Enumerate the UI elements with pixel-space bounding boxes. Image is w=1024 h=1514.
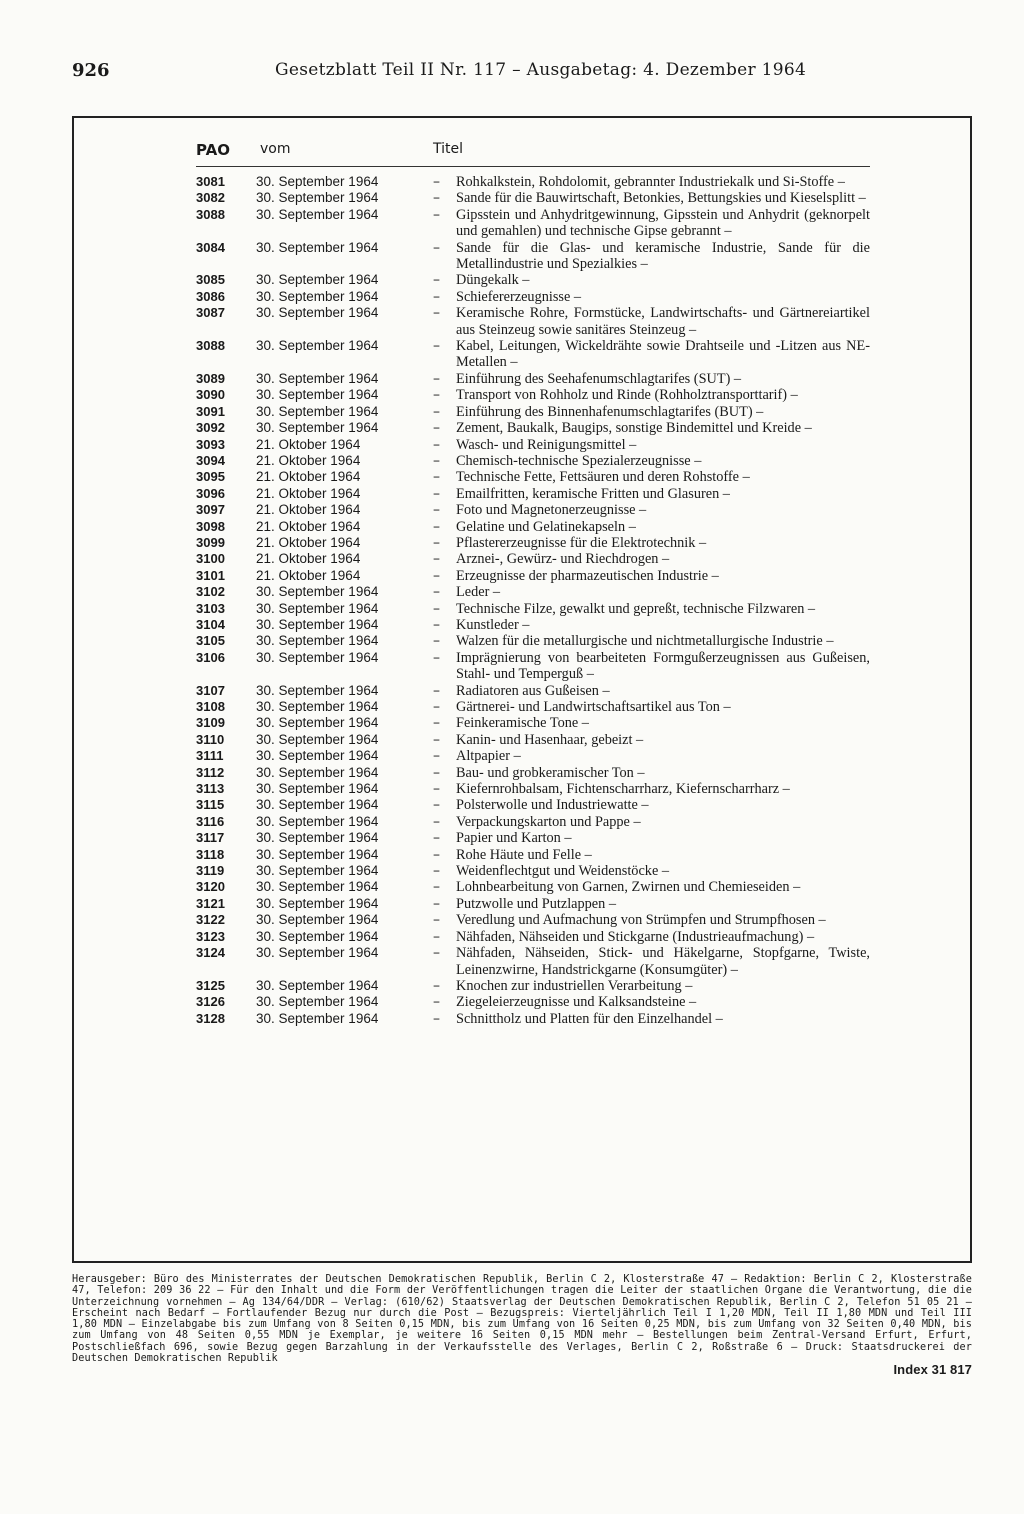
row-dash: – xyxy=(433,370,440,387)
row-dash: – xyxy=(433,403,440,420)
row-title: Schiefererzeugnisse – xyxy=(456,288,582,305)
row-title: Radiatoren aus Gußeisen – xyxy=(456,682,610,699)
row-dash: – xyxy=(433,502,440,519)
row-date: 30. September 1964 xyxy=(256,994,379,1010)
row-title: Einführung des Binnenhafenumschlagtarifes (BUT) – xyxy=(456,403,764,420)
table-row xyxy=(0,519,1024,535)
row-title: Putzwolle und Putzlappen – xyxy=(456,895,617,912)
row-title: Technische Filze, gewalkt und gepreßt, technische Filzwaren – xyxy=(456,600,816,617)
row-dash: – xyxy=(433,534,440,551)
page-number: 926 xyxy=(72,60,110,81)
row-dash: – xyxy=(433,863,440,880)
header-rule xyxy=(196,166,870,167)
row-paq-number: 3086 xyxy=(196,288,225,304)
table-row xyxy=(0,387,1024,403)
row-date: 30. September 1964 xyxy=(256,977,379,993)
table-row xyxy=(0,847,1024,863)
row-dash: – xyxy=(433,1010,440,1027)
table-row xyxy=(0,945,1024,978)
table-row xyxy=(0,207,1024,240)
table-row xyxy=(0,1011,1024,1027)
row-dash: – xyxy=(433,912,440,929)
table-row xyxy=(0,912,1024,928)
row-date: 30. September 1964 xyxy=(256,633,379,649)
row-date: 21. Oktober 1964 xyxy=(256,485,361,501)
row-date: 30. September 1964 xyxy=(256,781,379,797)
imprint-footer xyxy=(72,1274,972,1376)
row-date: 21. Oktober 1964 xyxy=(256,534,361,550)
row-paq-number: 3107 xyxy=(196,682,225,698)
row-title: Walzen für die metallurgische und nichtmetallurgische Industrie – xyxy=(456,633,834,650)
row-title: Keramische Rohre, Formstücke, Landwirtschafts- und Gärtnereiartikel aus Steinzeug sowie sanitäres Steinzeug – xyxy=(456,305,870,338)
table-row xyxy=(0,502,1024,518)
row-paq-number: 3118 xyxy=(196,846,225,862)
row-title: Chemisch-technische Spezialerzeugnisse – xyxy=(456,452,702,469)
row-paq-number: 3084 xyxy=(196,239,225,255)
row-title: Sande für die Glas- und keramische Industrie, Sande für die Metallindustrie und Spezialkies – xyxy=(456,239,870,273)
row-date: 30. September 1964 xyxy=(256,403,379,419)
row-date: 21. Oktober 1964 xyxy=(256,502,361,518)
table-row xyxy=(0,338,1024,371)
row-date: 30. September 1964 xyxy=(256,190,379,206)
row-paq-number: 3111 xyxy=(196,748,224,764)
row-title: Nähfaden, Nähseiden, Stick- und Häkelgarne, Stopfgarne, Twiste, Leinenzwirne, Handstrickgarne (Konsumgüter) – xyxy=(456,945,870,978)
row-dash: – xyxy=(433,748,440,765)
row-date: 30. September 1964 xyxy=(256,797,379,813)
row-date: 30. September 1964 xyxy=(256,420,379,436)
row-paq-number: 3082 xyxy=(196,190,225,206)
table-body xyxy=(0,174,1024,1027)
row-paq-number: 3085 xyxy=(196,272,225,288)
table-row xyxy=(0,535,1024,551)
row-dash: – xyxy=(433,190,440,207)
row-title: Imprägnierung von bearbeiteten Formgußerzeugnissen aus Gußeisen, Stahl- und Temperguß – xyxy=(456,649,870,683)
row-date: 30. September 1964 xyxy=(256,879,379,895)
table-row xyxy=(0,978,1024,994)
row-paq-number: 3120 xyxy=(196,879,225,895)
row-title: Transport von Rohholz und Rinde (Rohholztransporttarif) – xyxy=(456,387,798,404)
row-date: 30. September 1964 xyxy=(256,895,379,911)
row-dash: – xyxy=(433,174,440,190)
row-date: 30. September 1964 xyxy=(256,731,379,747)
row-title: Erzeugnisse der pharmazeutischen Industrie – xyxy=(456,567,719,584)
table-row xyxy=(0,404,1024,420)
row-paq-number: 3105 xyxy=(196,633,225,649)
table-row xyxy=(0,879,1024,895)
row-date: 30. September 1964 xyxy=(256,206,379,222)
row-title: Kabel, Leitungen, Wickeldrähte sowie Drahtseile und -Litzen aus NE-Metallen – xyxy=(456,338,870,371)
row-dash: – xyxy=(433,682,440,699)
row-date: 30. September 1964 xyxy=(256,928,379,944)
table-row xyxy=(0,486,1024,502)
row-date: 21. Oktober 1964 xyxy=(256,452,361,468)
row-paq-number: 3125 xyxy=(196,977,225,993)
row-date: 30. September 1964 xyxy=(256,288,379,304)
running-header: Gesetzblatt Teil II Nr. 117 – Ausgabetag: 4. Dezember 1964 xyxy=(275,60,807,80)
row-dash: – xyxy=(433,206,440,223)
row-date: 21. Oktober 1964 xyxy=(256,518,361,534)
row-paq-number: 3101 xyxy=(196,567,225,583)
row-paq-number: 3112 xyxy=(196,764,225,780)
row-dash: – xyxy=(433,551,440,568)
table-row xyxy=(0,732,1024,748)
row-paq-number: 3126 xyxy=(196,994,225,1010)
row-dash: – xyxy=(433,469,440,486)
row-title: Knochen zur industriellen Verarbeitung – xyxy=(456,977,693,994)
row-paq-number: 3121 xyxy=(196,895,225,911)
row-date: 30. September 1964 xyxy=(256,813,379,829)
table-row xyxy=(0,863,1024,879)
row-date: 30. September 1964 xyxy=(256,338,379,354)
row-date: 30. September 1964 xyxy=(256,764,379,780)
table-row xyxy=(0,568,1024,584)
row-title: Foto und Magnetonerzeugnisse – xyxy=(456,502,647,519)
row-paq-number: 3089 xyxy=(196,370,225,386)
row-title: Bau- und grobkeramischer Ton – xyxy=(456,764,645,781)
row-title: Kunstleder – xyxy=(456,616,530,633)
row-paq-number: 3116 xyxy=(196,813,225,829)
row-title: Sande für die Bauwirtschaft, Betonkies, Bettungskies und Kieselsplitt – xyxy=(456,190,866,207)
row-title: Rohkalkstein, Rohdolomit, gebrannter Industriekalk und Si-Stoffe – xyxy=(456,174,845,190)
row-paq-number: 3113 xyxy=(196,781,225,797)
row-dash: – xyxy=(433,420,440,437)
row-dash: – xyxy=(433,879,440,896)
row-dash: – xyxy=(433,895,440,912)
row-date: 30. September 1964 xyxy=(256,1010,379,1026)
table-row xyxy=(0,765,1024,781)
table-row xyxy=(0,420,1024,436)
row-dash: – xyxy=(433,452,440,469)
table-row xyxy=(0,469,1024,485)
row-paq-number: 3081 xyxy=(196,174,225,189)
row-title: Arznei-, Gewürz- und Riechdrogen – xyxy=(456,551,670,568)
row-title: Kanin- und Hasenhaar, gebeizt – xyxy=(456,731,644,748)
row-date: 30. September 1964 xyxy=(256,305,379,321)
table-row xyxy=(0,814,1024,830)
table-row xyxy=(0,551,1024,567)
row-title: Polsterwolle und Industriewatte – xyxy=(456,797,649,814)
row-paq-number: 3122 xyxy=(196,912,225,928)
row-date: 21. Oktober 1964 xyxy=(256,436,361,452)
row-dash: – xyxy=(433,338,440,355)
row-dash: – xyxy=(433,977,440,994)
row-date: 30. September 1964 xyxy=(256,370,379,386)
row-title: Schnittholz und Platten für den Einzelhandel – xyxy=(456,1010,723,1027)
column-header-titel: Titel xyxy=(433,141,464,157)
row-title: Nähfaden, Nähseiden und Stickgarne (Industrieaufmachung) – xyxy=(456,928,815,945)
row-dash: – xyxy=(433,781,440,798)
table-row xyxy=(0,994,1024,1010)
row-dash: – xyxy=(433,764,440,781)
row-dash: – xyxy=(433,945,440,962)
row-dash: – xyxy=(433,846,440,863)
row-paq-number: 3092 xyxy=(196,420,225,436)
row-date: 30. September 1964 xyxy=(256,945,379,961)
row-date: 30. September 1964 xyxy=(256,846,379,862)
index-number: Index 31 817 xyxy=(893,1362,972,1378)
row-title: Verpackungskarton und Pappe – xyxy=(456,813,641,830)
row-paq-number: 3097 xyxy=(196,502,225,518)
row-dash: – xyxy=(433,797,440,814)
row-paq-number: 3096 xyxy=(196,485,225,501)
row-title: Pflastererzeugnisse für die Elektrotechnik – xyxy=(456,534,707,551)
row-title: Gärtnerei- und Landwirtschaftsartikel aus Ton – xyxy=(456,699,731,715)
row-date: 30. September 1964 xyxy=(256,912,379,928)
table-row xyxy=(0,174,1024,190)
row-title: Feinkeramische Tone – xyxy=(456,715,589,732)
table-row xyxy=(0,699,1024,715)
row-paq-number: 3095 xyxy=(196,469,225,485)
row-date: 21. Oktober 1964 xyxy=(256,551,361,567)
row-paq-number: 3106 xyxy=(196,649,225,665)
row-dash: – xyxy=(433,272,440,289)
row-paq-number: 3099 xyxy=(196,534,225,550)
row-title: Kiefernrohbalsam, Fichtenscharrharz, Kiefernscharrharz – xyxy=(456,781,790,798)
row-dash: – xyxy=(433,994,440,1011)
table-row xyxy=(0,633,1024,649)
table-row xyxy=(0,797,1024,813)
row-date: 21. Oktober 1964 xyxy=(256,469,361,485)
row-date: 30. September 1964 xyxy=(256,387,379,403)
row-date: 30. September 1964 xyxy=(256,682,379,698)
row-title: Rohe Häute und Felle – xyxy=(456,846,592,863)
row-dash: – xyxy=(433,436,440,453)
column-header-vom: vom xyxy=(260,141,291,157)
row-dash: – xyxy=(433,813,440,830)
row-dash: – xyxy=(433,633,440,650)
column-header-paq: PAO xyxy=(196,141,230,159)
row-date: 30. September 1964 xyxy=(256,699,379,714)
row-paq-number: 3109 xyxy=(196,715,225,731)
table-row xyxy=(0,437,1024,453)
row-date: 21. Oktober 1964 xyxy=(256,567,361,583)
row-dash: – xyxy=(433,616,440,633)
table-row xyxy=(0,371,1024,387)
row-paq-number: 3100 xyxy=(196,551,225,567)
row-paq-number: 3103 xyxy=(196,600,225,616)
row-date: 30. September 1964 xyxy=(256,748,379,764)
row-paq-number: 3098 xyxy=(196,518,225,534)
table-row xyxy=(0,453,1024,469)
row-dash: – xyxy=(433,584,440,601)
row-paq-number: 3117 xyxy=(196,830,225,846)
row-date: 30. September 1964 xyxy=(256,272,379,288)
row-paq-number: 3108 xyxy=(196,699,225,714)
row-dash: – xyxy=(433,830,440,847)
table-row xyxy=(0,715,1024,731)
row-title: Leder – xyxy=(456,584,501,601)
table-row xyxy=(0,896,1024,912)
row-title: Ziegeleierzeugnisse und Kalksandsteine – xyxy=(456,994,697,1011)
row-paq-number: 3115 xyxy=(196,797,225,813)
row-paq-number: 3088 xyxy=(196,206,225,222)
table-row xyxy=(0,617,1024,633)
row-title: Gelatine und Gelatinekapseln – xyxy=(456,518,636,535)
row-title: Technische Fette, Fettsäuren und deren Rohstoffe – xyxy=(456,469,750,486)
imprint-text: Herausgeber: Büro des Ministerrates der Deutschen Demokratischen Republik, Berlin C 2, Klosterstraße 47 – Redaktion: Berlin C 2, Klosterstraße 47, Telefon: 209 36 22 – Für den Inhalt und die Form der Veröffentlichungen tragen die Leiter der staatlichen Organe die Verantwortung, die die Unterzeichnung vornehmen – Ag 134/64/DDR – Verlag: (610/62) Staatsverlag der Deutschen Demokratischen Republik, Berlin C 2, Telefon 51 05 21 – Erscheint nach Bedarf – Fortlaufender Bezug nur durch die Post – Bezugspreis: Vierteljährlich Teil I 1,20 MDN, Teil II 1,80 MDN und Teil III 1,80 MDN – Einzelabgabe bis zum Umfang von 8 Seiten 0,15 MDN, bis zum Umfang von 16 Seiten 0,25 MDN, bis zum Umfang von 32 Seiten 0,40 MDN, bis zum Umfang von 48 Seiten 0,55 MDN je Exemplar, je weitere 16 Seiten 0,15 MDN mehr – Bestellungen beim Zentral-Versand Erfurt, Erfurt, Postschließfach 696, sowie Bezug gegen Barzahlung in der Verkaufsstelle des Verlages, Berlin C 2, Roßstraße 6 – Druck: Staatsdruckerei der Deutschen Demokratischen Republik xyxy=(72,1274,972,1365)
row-dash: – xyxy=(433,649,440,666)
row-title: Weidenflechtgut und Weidenstöcke – xyxy=(456,863,670,880)
row-paq-number: 3123 xyxy=(196,928,225,944)
row-paq-number: 3104 xyxy=(196,616,225,632)
table-row xyxy=(0,781,1024,797)
row-date: 30. September 1964 xyxy=(256,239,379,255)
row-title: Einführung des Seehafenumschlagtarifes (SUT) – xyxy=(456,370,742,387)
row-paq-number: 3124 xyxy=(196,945,225,961)
row-title: Veredlung und Aufmachung von Strümpfen und Strumpfhosen – xyxy=(456,912,826,929)
table-row xyxy=(0,289,1024,305)
row-dash: – xyxy=(433,928,440,945)
row-date: 30. September 1964 xyxy=(256,830,379,846)
row-dash: – xyxy=(433,699,440,715)
row-paq-number: 3094 xyxy=(196,452,225,468)
row-date: 30. September 1964 xyxy=(256,715,379,731)
row-paq-number: 3102 xyxy=(196,584,225,600)
row-title: Zement, Baukalk, Baugips, sonstige Bindemittel und Kreide – xyxy=(456,420,812,437)
table-row xyxy=(0,601,1024,617)
row-date: 30. September 1964 xyxy=(256,863,379,879)
row-paq-number: 3110 xyxy=(196,731,225,747)
table-row xyxy=(0,830,1024,846)
row-paq-number: 3090 xyxy=(196,387,225,403)
table-row xyxy=(0,929,1024,945)
row-dash: – xyxy=(433,387,440,404)
row-dash: – xyxy=(433,485,440,502)
row-title: Altpapier – xyxy=(456,748,521,765)
row-paq-number: 3088 xyxy=(196,338,225,354)
row-paq-number: 3128 xyxy=(196,1010,225,1026)
row-dash: – xyxy=(433,731,440,748)
row-paq-number: 3093 xyxy=(196,436,225,452)
row-date: 30. September 1964 xyxy=(256,616,379,632)
row-dash: – xyxy=(433,715,440,732)
row-date: 30. September 1964 xyxy=(256,600,379,616)
row-dash: – xyxy=(433,567,440,584)
table-row xyxy=(0,748,1024,764)
row-dash: – xyxy=(433,600,440,617)
row-dash: – xyxy=(433,305,440,322)
row-title: Emailfritten, keramische Fritten und Glasuren – xyxy=(456,485,730,502)
table-row xyxy=(0,305,1024,338)
row-title: Gipsstein und Anhydritgewinnung, Gipsstein und Anhydrit (geknorpelt und gemahlen) und technische Gipse gebrannt – xyxy=(456,206,870,240)
table-row xyxy=(0,190,1024,206)
table-row xyxy=(0,272,1024,288)
table-row xyxy=(0,683,1024,699)
row-title: Düngekalk – xyxy=(456,272,530,289)
row-paq-number: 3087 xyxy=(196,305,225,321)
table-row xyxy=(0,650,1024,683)
row-title: Papier und Karton – xyxy=(456,830,572,847)
row-dash: – xyxy=(433,288,440,305)
row-paq-number: 3119 xyxy=(196,863,225,879)
row-title: Wasch- und Reinigungsmittel – xyxy=(456,436,637,453)
table-row xyxy=(0,240,1024,273)
table-row xyxy=(0,584,1024,600)
row-date: 30. September 1964 xyxy=(256,174,379,189)
row-date: 30. September 1964 xyxy=(256,584,379,600)
row-paq-number: 3091 xyxy=(196,403,225,419)
row-title: Lohnbearbeitung von Garnen, Zwirnen und Chemieseiden – xyxy=(456,879,801,896)
row-date: 30. September 1964 xyxy=(256,649,379,665)
row-dash: – xyxy=(433,239,440,256)
row-dash: – xyxy=(433,518,440,535)
